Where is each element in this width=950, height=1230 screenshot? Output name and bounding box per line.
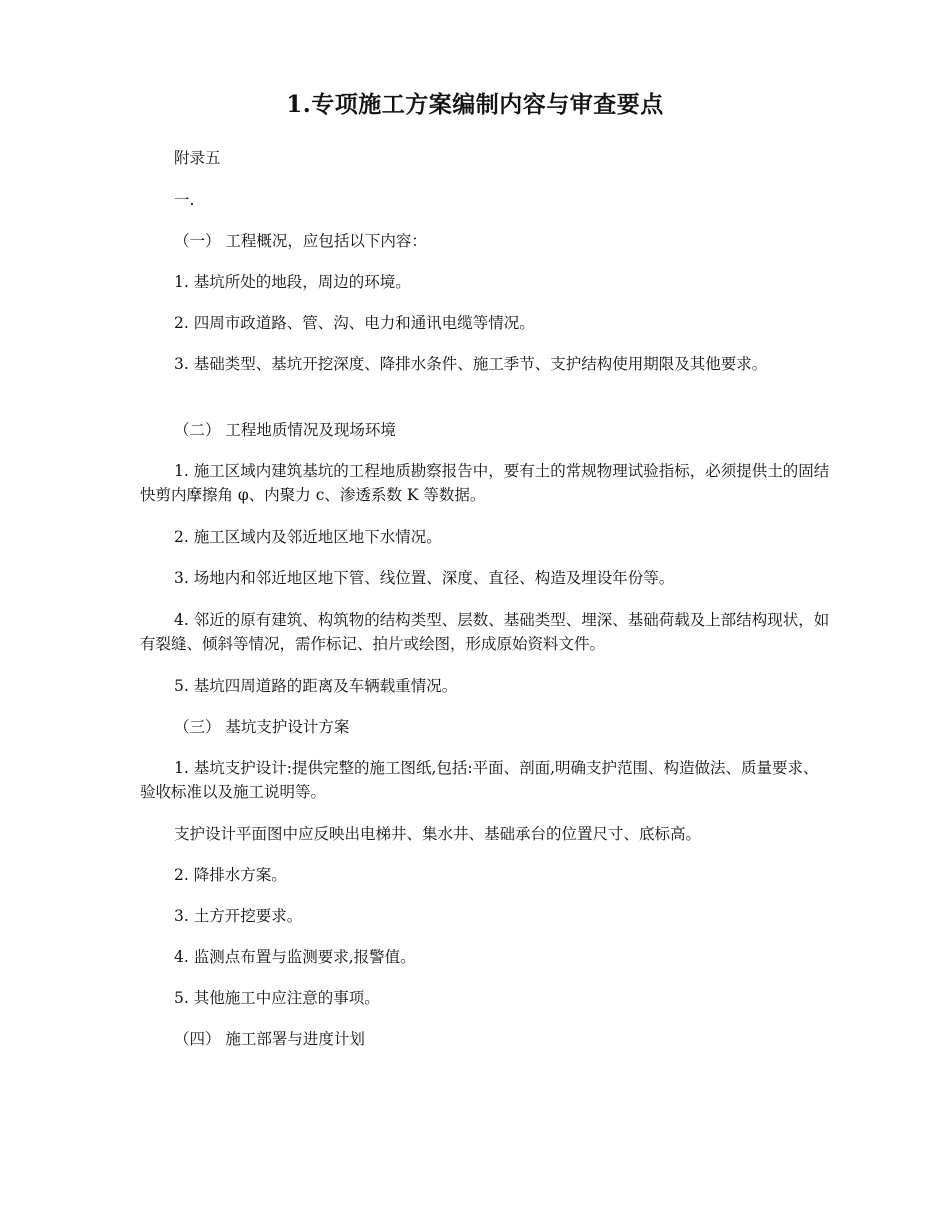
paragraph-3-1-note: 支护设计平面图中应反映出电梯井、集水井、基础承台的位置尺寸、底标高。: [174, 825, 702, 843]
section-number: 一.: [174, 191, 195, 209]
section-heading-3: （三） 基坑支护设计方案: [174, 718, 350, 736]
section-heading-1: （一） 工程概况，应包括以下内容：: [174, 232, 427, 250]
document-title: 1.专项施工方案编制内容与审查要点: [286, 91, 664, 118]
section-heading-2: （二） 工程地质情况及现场环境: [174, 421, 396, 439]
appendix-label: 附录五: [174, 149, 221, 167]
paragraph-3-2: 2. 降排水方案。: [174, 866, 287, 884]
paragraph-1-1: 1. 基坑所处的地段，周边的环境。: [174, 273, 411, 291]
paragraph-3-1: 1. 基坑支护设计:提供完整的施工图纸,包括:平面、剖面,明确支护范围、构造做法、质量要求、验收标准以及施工说明等。: [140, 759, 819, 801]
paragraph-3-5: 5. 其他施工中应注意的事项。: [174, 989, 380, 1007]
paragraph-2-1: 1. 施工区域内建筑基坑的工程地质勘察报告中，要有土的常规物理试验指标，必须提供土的固结快剪内摩擦角 φ、内聚力 c、渗透系数 K 等数据。: [140, 462, 830, 504]
paragraph-1-3: 3. 基础类型、基坑开挖深度、降排水条件、施工季节、支护结构使用期限及其他要求。: [174, 355, 768, 373]
paragraph-3-4: 4. 监测点布置与监测要求,报警值。: [174, 948, 416, 966]
paragraph-2-4: 4. 邻近的原有建筑、构筑物的结构类型、层数、基础类型、埋深、基础荷载及上部结构现状，如有裂缝、倾斜等情况，需作标记、拍片或绘图，形成原始资料文件。: [140, 611, 830, 653]
paragraph-2-3: 3. 场地内和邻近地区地下管、线位置、深度、直径、构造及埋设年份等。: [174, 569, 675, 587]
paragraph-2-5: 5. 基坑四周道路的距离及车辆载重情况。: [174, 677, 458, 695]
section-heading-4: （四） 施工部署与进度计划: [174, 1030, 365, 1048]
paragraph-1-2: 2. 四周市政道路、管、沟、电力和通讯电缆等情况。: [174, 314, 535, 332]
paragraph-3-3: 3. 土方开挖要求。: [174, 907, 303, 925]
paragraph-2-2: 2. 施工区域内及邻近地区地下水情况。: [174, 528, 442, 546]
